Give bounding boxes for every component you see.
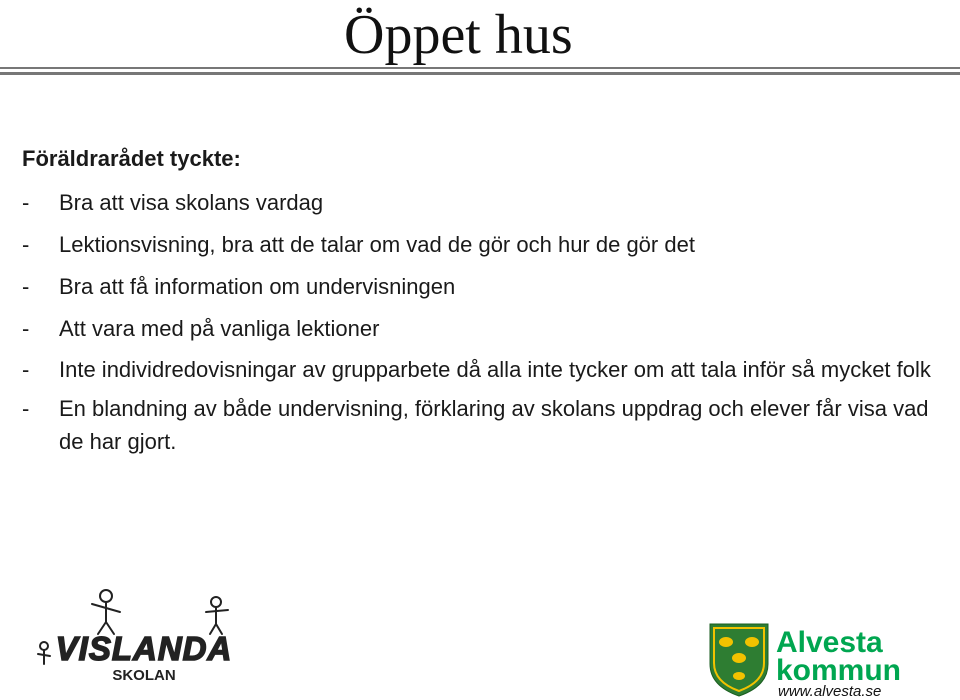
list-item [22, 353, 942, 386]
alvesta-website-link: www.alvesta.se [778, 683, 882, 698]
list-item-text: Inte individredovisningar av grupparbete då alla inte tycker om att tala inför så mycket folk [59, 357, 931, 382]
vislanda-wordmark: VISLANDA [55, 630, 233, 667]
list-item-text: En blandning av både undervisning, förklaring av skolans uppdrag och elever får visa vad de har gjort. [59, 396, 929, 454]
list-item [22, 311, 942, 347]
alvesta-kommun-logo [708, 620, 908, 698]
list-item [22, 392, 942, 458]
title-divider-thin [0, 67, 960, 69]
vislanda-skolan-label: SKOLAN [112, 667, 176, 684]
page-title: Öppet hus [344, 4, 573, 66]
list-item-text: Lektionsvisning, bra att de talar om vad de gör och hur de gör det [59, 232, 695, 257]
list-item-text: Att vara med på vanliga lektioner [59, 316, 380, 341]
coat-of-arms-icon [710, 624, 768, 696]
bullet-dash: - [22, 232, 30, 257]
list-item-text: Bra att visa skolans vardag [59, 190, 324, 215]
alvesta-wordmark: Alvesta [776, 626, 883, 659]
bullet-dash: - [22, 274, 30, 299]
bullet-dash: - [22, 357, 30, 382]
bullet-dash: - [22, 190, 30, 215]
bullet-list [22, 185, 942, 464]
kommun-wordmark: kommun [776, 654, 902, 687]
title-divider-thick [0, 72, 960, 75]
bullet-dash: - [22, 396, 30, 421]
list-item [22, 269, 942, 305]
section-heading: Föräldrarådet tyckte: [22, 146, 241, 171]
list-item [22, 227, 942, 263]
list-item [22, 185, 942, 221]
bullet-dash: - [22, 316, 30, 341]
list-item-text: Bra att få information om undervisningen [59, 274, 456, 299]
vislanda-school-logo [34, 582, 254, 692]
